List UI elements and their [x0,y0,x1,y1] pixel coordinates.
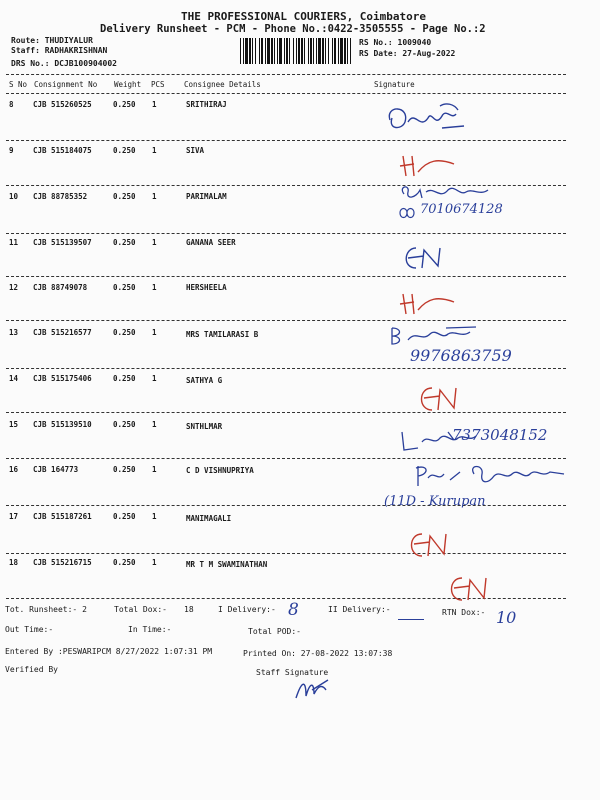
total-dox-value: 18 [184,605,194,614]
row-divider [6,320,566,321]
row-weight: 0.250 [113,100,136,109]
in-time: In Time:- [128,625,172,634]
signature-row-10 [396,182,506,204]
entered-by: Entered By :PESWARIPCM 8/27/2022 1:07:31 PM [5,647,213,656]
ii-delivery-dash [398,619,424,620]
signature-row-18 [444,574,494,604]
row-pcs: 1 [152,465,157,474]
row-sno: 8 [9,100,14,109]
row-consignee: SRITHIRAJ [186,100,227,109]
row-consignee: SIVA [186,146,205,155]
row-weight: 0.250 [113,238,136,247]
out-time: Out Time:- [5,625,54,634]
row-consignee: SATHYA G [186,376,223,385]
header-top-rule [6,74,566,75]
row-weight: 0.250 [113,283,136,292]
row-pcs: 1 [152,328,157,337]
row-consignment: CJB 515260525 [33,100,92,109]
row-consignee: SNTHLMAR [186,422,223,431]
row-pcs: 1 [152,192,157,201]
row-consignment: CJB 88785352 [33,192,88,201]
total-dox-label: Total Dox:- [114,605,167,614]
verified-by: Verified By [5,665,58,674]
col-consignee: Consignee Details [184,80,261,89]
row-consignee: MR T M SWAMINATHAN [186,560,268,569]
row-sno: 17 [9,512,19,521]
col-weight: Weight [114,80,142,89]
signature-row-14 [414,384,464,414]
row-weight: 0.250 [113,512,136,521]
rtn-dox-label: RTN Dox:- [442,608,486,617]
row-pcs: 1 [152,420,157,429]
row-consignment: CJB 515216577 [33,328,92,337]
signature-row-8 [380,100,470,140]
row-consignment: CJB 88749078 [33,283,88,292]
row-sno: 13 [9,328,19,337]
row-divider [6,553,566,554]
row-sno: 9 [9,146,14,155]
company-title: THE PROFESSIONAL COURIERS, Coimbatore [181,10,427,23]
row-weight: 0.250 [113,146,136,155]
row-consignee: C D VISHNUPRIYA [186,466,254,475]
i-delivery-value: 8 [288,600,299,620]
rs-number: RS No.: 1009040 [359,38,432,47]
signature-row-12 [398,288,468,318]
handwritten-phone-row-15: 7373048152 [452,426,548,444]
row-consignee: MANIMAGALI [186,514,232,523]
staff-label: Staff: RADHAKRISHNAN [11,46,108,55]
handwritten-text-row-16: (11D - Kurupan [384,494,486,509]
staff-signature-label: Staff Signature [256,668,329,677]
row-sno: 18 [9,558,19,567]
handwritten-phone-row-13: 9976863759 [410,346,512,365]
row-weight: 0.250 [113,465,136,474]
row-pcs: 1 [152,146,157,155]
row-weight: 0.250 [113,192,136,201]
runsheet-subtitle: Delivery Runsheet - PCM - Phone No.:0422-3505555 - Page No.:2 [100,23,486,35]
row-sno: 12 [9,283,19,292]
route-label: Route: THUDIYALUR [11,36,93,45]
row-pcs: 1 [152,238,157,247]
rs-date: RS Date: 27-Aug-2022 [359,49,456,58]
drs-number: DRS No.: DCJB100904002 [11,59,117,68]
row-consignee: MRS TAMILARASI B [186,330,259,339]
col-consignment: Consignment No [34,80,98,89]
row-pcs: 1 [152,100,157,109]
row-divider [6,368,566,369]
row-divider [6,276,566,277]
total-pod: Total POD:- [248,627,301,636]
row-consignment: CJB 515175406 [33,374,92,383]
signature-row-10-mark [398,206,418,220]
row-pcs: 1 [152,283,157,292]
rtn-dox-value: 10 [496,608,517,627]
row-consignee: HERSHEELA [186,283,227,292]
row-sno: 15 [9,420,19,429]
printed-on: Printed On: 27-08-2022 13:07:38 [243,649,393,658]
header-bottom-rule [6,93,566,94]
row-weight: 0.250 [113,420,136,429]
row-consignment: CJB 515139507 [33,238,92,247]
row-divider [6,233,566,234]
col-pcs: PCS [151,80,165,89]
row-pcs: 1 [152,512,157,521]
signature-row-17 [404,530,454,560]
signature-row-9 [398,150,468,180]
row-consignee: PARIMALAM [186,192,227,201]
row-consignee: GANANA SEER [186,238,236,247]
row-weight: 0.250 [113,374,136,383]
row-consignment: CJB 515139510 [33,420,92,429]
total-runsheet: Tot. Runsheet:- 2 [5,605,87,614]
col-signature: Signature [374,80,415,89]
row-weight: 0.250 [113,328,136,337]
row-consignment: CJB 164773 [33,465,79,474]
row-pcs: 1 [152,374,157,383]
barcode [240,38,352,64]
row-consignment: CJB 515216715 [33,558,92,567]
row-consignment: CJB 515184075 [33,146,92,155]
i-delivery-label: I Delivery:- [218,605,276,614]
row-divider [6,412,566,413]
signature-row-13 [386,324,496,346]
row-sno: 14 [9,374,19,383]
row-divider [6,458,566,459]
row-divider [6,140,566,141]
row-sno: 11 [9,238,19,247]
signature-row-11 [398,244,448,272]
handwritten-phone-row-10: 7010674128 [420,202,503,217]
row-consignment: CJB 515187261 [33,512,92,521]
row-sno: 16 [9,465,19,474]
staff-signature [292,676,332,702]
row-sno: 10 [9,192,19,201]
signature-row-16 [414,462,584,492]
col-sno: S No [9,80,28,89]
row-pcs: 1 [152,558,157,567]
row-weight: 0.250 [113,558,136,567]
ii-delivery-label: II Delivery:- [328,605,391,614]
